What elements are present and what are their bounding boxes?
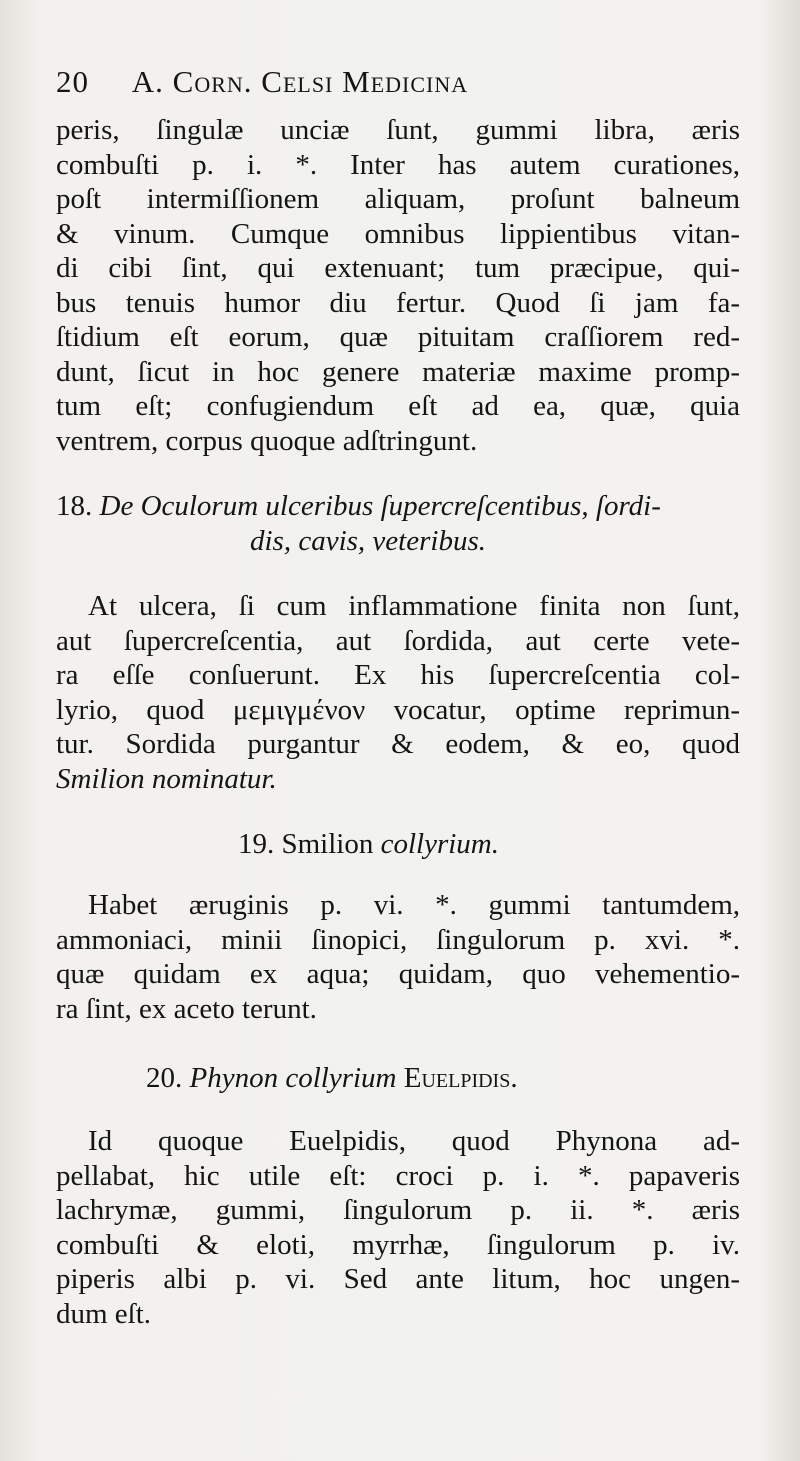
section-20-heading [146,1060,518,1096]
text-line: Habet æruginis p. vi. *. gummi tantumdem, [88,889,740,921]
text-line: & vinum. Cumque omnibus lippientibus vitan- [56,217,740,250]
text-line: combuſti & eloti, myrrhæ, ſingulorum p. iv. [56,1228,740,1261]
text-line: Id quoque Euelpidis, quod Phynona ad- [88,1125,740,1157]
section-title: Smilion [281,828,374,860]
section-19-heading [238,826,499,862]
text-line: dunt, ſicut in hoc genere materiæ maxime promp- [56,355,740,388]
text-line: ammoniaci, minii ſinopici, ſingulorum p. xvi. *. [56,923,740,956]
section-number: 20. [146,1062,183,1094]
text-line: Smilion nominatur. [56,762,277,795]
text-line: At ulcera, ſi cum inflammatione finita non ſunt, [88,590,740,622]
section-18-heading-line1 [56,488,661,524]
text-line: ventrem, corpus quoque adſtringunt. [56,424,478,457]
text-line: peris, ſingulæ unciæ ſunt, gummi libra, æris [56,114,740,146]
text-line: poſt intermiſſionem aliquam, proſunt balneum [56,183,740,215]
text-line: lachrymæ, gummi, ſingulorum p. ii. *. æris [56,1194,740,1226]
text-line: combuſti p. i. *. Inter has autem curationes, [56,148,740,181]
text-line: di cibi ſint, qui extenuant; tum præcipue, qui- [56,252,740,284]
text-line: dum eſt. [56,1297,152,1330]
text-line: piperis albi p. vi. Sed ante litum, hoc ungen- [56,1263,740,1295]
text-line: tum eſt; confugiendum eſt ad ea, quæ, quia [56,390,740,422]
section-title: Phynon collyrium [189,1062,397,1094]
paragraph-2 [56,589,740,796]
paragraph-4 [56,1124,740,1331]
section-18-heading-line2: dis, cavis, veteribus. [250,525,486,557]
text-line: ra eſſe conſuerunt. Ex his ſupercreſcentia col- [56,659,740,691]
text-line: tur. Sordida purgantur & eodem, & eo, quod [56,728,740,760]
page-number: 20 [56,64,89,99]
text-line: bus tenuis humor diu fertur. Quod ſi jam fa- [56,286,740,319]
running-header [56,64,756,100]
text-line: lyrio, quod μεμιγμένον vocatur, optime reprimun- [56,693,740,726]
section-number: 18. [56,490,93,522]
text-line: ra ſint, ex aceto terunt. [56,992,317,1025]
running-title: A. Corn. Celsi Medicina [131,64,469,99]
paragraph-1 [56,113,740,458]
section-title-italic: collyrium. [380,828,500,860]
paragraph-3 [56,888,740,1026]
section-author: Euelpidis. [403,1062,518,1094]
text-line: aut ſupercreſcentia, aut ſordida, aut certe vete- [56,624,740,657]
section-title: De Oculorum ulceribus ſupercreſcentibus, ſordi- [99,490,661,522]
text-line: pellabat, hic utile eſt: croci p. i. *. papaveris [56,1159,740,1192]
text-line: quæ quidam ex aqua; quidam, quo vehementio- [56,958,740,990]
text-line: ſtidium eſt eorum, quæ pituitam craſſiorem red- [56,321,740,353]
section-number: 19. [238,828,275,860]
